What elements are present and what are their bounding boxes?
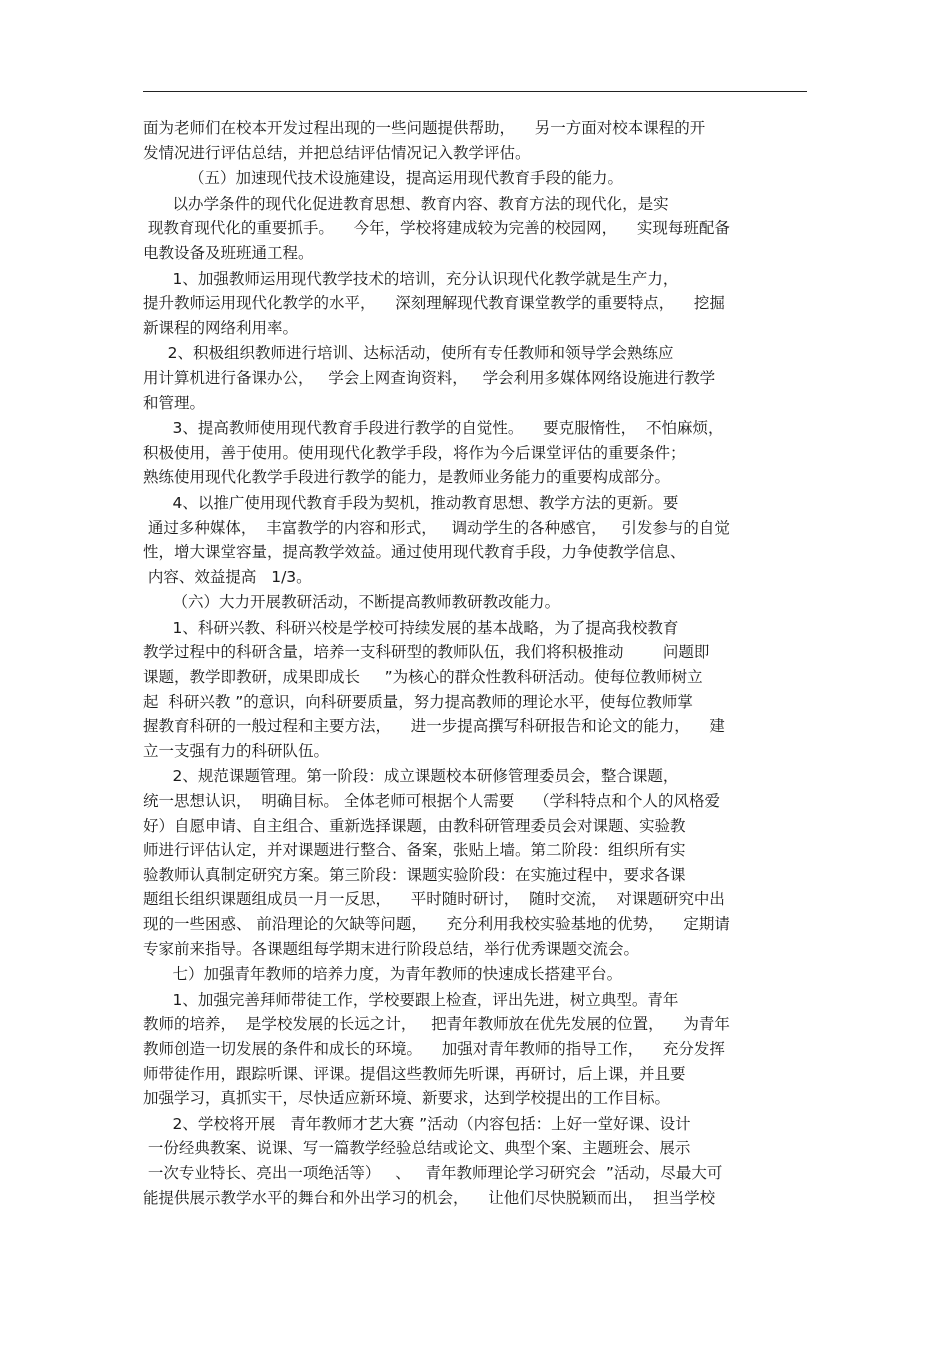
text-line: 好）自愿申请、自主组合、重新选择课题，由教科研管理委员会对课题、实验教: [143, 816, 686, 835]
paragraph: [143, 1112, 807, 1210]
text-line: 一次专业特长、亮出一项绝活等） 、 青年教师理论学习研究会 ”活动，尽最大可: [143, 1163, 723, 1182]
text-line: （六）大力开展教研活动，不断提高教师教研教改能力。: [143, 593, 561, 612]
paragraph: [143, 341, 807, 415]
header-rule: [143, 91, 807, 92]
text-line: 性，增大课堂容量，提高教学效益。通过使用现代教育手段，力争使教学信息、: [143, 543, 686, 562]
text-line: 和管理。: [143, 393, 206, 412]
text-line: 电教设备及班班通工程。: [143, 243, 314, 262]
text-line: 以办学条件的现代化促进教育思想、教育内容、教育方法的现代化，是实: [143, 194, 669, 213]
paragraph: [143, 267, 807, 341]
text-line: 立一支强有力的科研队伍。: [143, 741, 330, 760]
text-line: 积极使用，善于使用。使用现代化教学手段，将作为今后课堂评估的重要条件；: [143, 443, 686, 462]
text-line: 握教育科研的一般过程和主要方法， 进一步提高撰写科研报告和论文的能力， 建: [143, 717, 725, 736]
text-line: 3、提高教师使用现代教育手段进行教学的自觉性。 要克服惰性， 不怕麻烦，: [143, 419, 724, 438]
text-line: 起 科研兴教 ”的意识，向科研要质量，努力提高教师的理论水平，使每位教师掌: [143, 692, 693, 711]
text-line: 教师创造一切发展的条件和成长的环境。 加强对青年教师的指导工作， 充分发挥: [143, 1039, 725, 1058]
text-line: 师进行评估认定，并对课题进行整合、备案，张贴上墙。第二阶段：组织所有实: [143, 841, 686, 860]
text-line: 提升教师运用现代化教学的水平， 深刻理解现代教育课堂教学的重要特点， 挖掘: [143, 294, 725, 313]
text-line: 统一思想认识， 明确目标。 全体老师可根据个人需要 （学科特点和个人的风格爱: [143, 792, 720, 811]
paragraph: [143, 590, 807, 615]
text-line: 教师的培养， 是学校发展的长远之计， 把青年教师放在优先发展的位置， 为青年: [143, 1015, 730, 1034]
text-line: 1、科研兴教、科研兴校是学校可持续发展的基本战略，为了提高我校教育: [143, 618, 679, 637]
text-line: 新课程的网络利用率。: [143, 318, 299, 337]
text-line: 1、加强教师运用现代教学技术的培训，充分认识现代化教学就是生产力，: [143, 269, 679, 288]
text-line: 加强学习，真抓实干，尽快适应新环境、新要求，达到学校提出的工作目标。: [143, 1089, 671, 1108]
text-line: 验教师认真制定研究方案。第三阶段：课题实验阶段：在实施过程中，要求各课: [143, 865, 686, 884]
paragraph: [143, 764, 807, 961]
text-line: 用计算机进行备课办公， 学会上网查询资料， 学会利用多媒体网络设施进行教学: [143, 368, 716, 387]
text-line: 现教育现代化的重要抓手。 今年，学校将建成较为完善的校园网， 实现每班配备: [143, 219, 730, 238]
text-line: 课题，教学即教研，成果即成长 ”为核心的群众性教科研活动。使每位教师树立: [143, 668, 703, 687]
text-line: 内容、效益提高 1/3。: [143, 567, 312, 586]
text-line: 七）加强青年教师的培养力度，为青年教师的快速成长搭建平台。: [143, 965, 623, 984]
paragraph: [143, 491, 807, 589]
text-line: 现的一些困惑、 前沿理论的欠缺等问题， 充分利用我校实验基地的优势， 定期请: [143, 915, 730, 933]
paragraph: [143, 962, 807, 987]
paragraph: [143, 116, 807, 165]
paragraph: [143, 416, 807, 490]
text-line: 2、学校将开展 青年教师才艺大赛 ”活动（内容包括：上好一堂好课、设计: [143, 1114, 691, 1133]
text-line: 能提供展示教学水平的舞台和外出学习的机会， 让他们尽快脱颖而出， 担当学校: [143, 1188, 716, 1207]
text-line: 教学过程中的科研含量，培养一支科研型的教师队伍，我们将积极推动 问题即: [143, 643, 710, 662]
paragraph: [143, 192, 807, 266]
paragraph: [143, 616, 807, 764]
text-line: 题组长组织课题组成员一月一反思， 平时随时研讨， 随时交流， 对课题研究中出: [143, 890, 725, 909]
text-line: 2、规范课题管理。第一阶段：成立课题校本研修管理委员会，整合课题，: [143, 767, 679, 786]
text-line: 师带徒作用，跟踪听课、评课。提倡这些教师先听课，再研讨，后上课，并且要: [143, 1064, 686, 1083]
paragraph: [143, 988, 807, 1111]
text-line: 专家前来指导。各课题组每学期末进行阶段总结，举行优秀课题交流会。: [143, 939, 640, 958]
paragraph: [143, 166, 807, 191]
text-line: 2、积极组织教师进行培训、达标活动，使所有专任教师和领导学会熟练应: [143, 344, 674, 363]
text-line: 发情况进行评估总结，并把总结评估情况记入教学评估。: [143, 143, 531, 162]
text-line: 4、以推广使用现代教育手段为契机，推动教育思想、教学方法的更新。要: [143, 493, 679, 512]
text-line: 熟练使用现代化教学手段进行教学的能力，是教师业务能力的重要构成部分。: [143, 468, 671, 487]
text-line: 面为老师们在校本开发过程出现的一些问题提供帮助， 另一方面对校本课程的开: [143, 119, 706, 137]
text-line: 一份经典教案、说课、写一篇教学经验总结或论文、典型个案、主题班会、展示: [143, 1139, 691, 1158]
text-line: 通过多种媒体， 丰富教学的内容和形式， 调动学生的各种感官， 引发参与的自觉: [143, 518, 730, 537]
text-line: 1、加强完善拜师带徒工作，学校要跟上检查，评出先进，树立典型。青年: [143, 990, 679, 1009]
document-body: [143, 116, 807, 1211]
text-line: （五）加速现代技术设施建设，提高运用现代教育手段的能力。: [189, 169, 624, 188]
